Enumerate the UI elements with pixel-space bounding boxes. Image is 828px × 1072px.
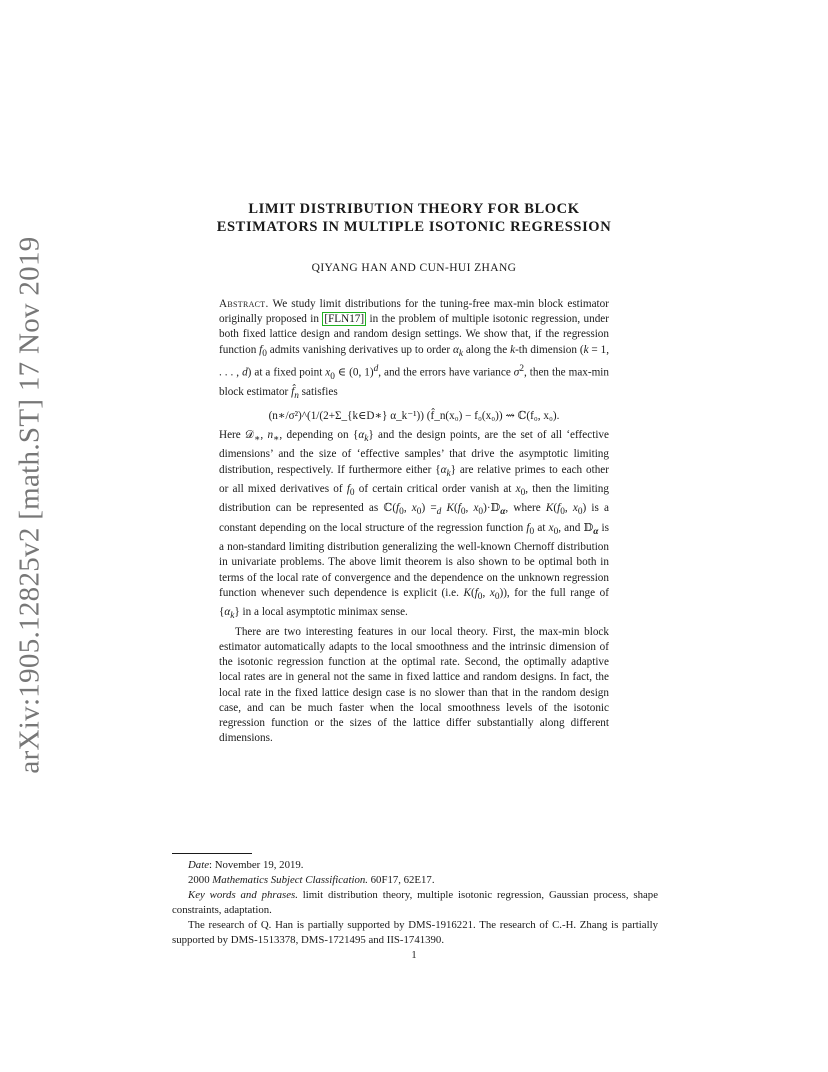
footnote-date: Date: November 19, 2019.	[188, 859, 304, 871]
page-number: 1	[411, 950, 417, 961]
abstract-heading: Abstract.	[219, 298, 269, 310]
footnotes	[172, 858, 658, 948]
abstract-paragraph-3: There are two interesting features in our local theory. First, the max-min block estimator automatically adapts to the local smoothness and the intrinsic dimension of the isotonic regression function at the optimal rate. Second, the optimally adaptive local rates are in general not the same in fixed lattice and random designs. In fact, the local rate in the fixed lattice design case is no slower than that in the random design case, and can be much faster when the local smoothness levels of the isotonic regression function or the sizes of the lattice differ substantially along different dimensions.	[219, 625, 609, 745]
arxiv-stamp: arXiv:1905.12825v2 [math.ST] 17 Nov 2019	[13, 236, 46, 774]
abstract-paragraph-2: Here 𝒟$_∗$, $n_∗$, depending on $\{\alpha_k\}$ and the design points, are the set of all ‘effective dimensions’ and the size of ‘effective samples’ that drive the asymptotic limiting distribution, respectively. If furthermore either $\{\alpha_k\}$ are relative primes to each other or all mixed derivatives of $f_0$ of certain critical order vanish at $x_0$, then the limiting distribution can be represented as $ℂ(f_0$, $x_0) =_d$ $K(f_0$, $x_0)\cdot 𝔻_\alpha$, where $K(f_0$, $x_0$) is a constant depending on the local structure of the regression function $f_0$ at $x_0$, and 𝔻$_\alpha$ is a non-standard limiting distribution generalizing the well-known Chernoff distribution in univariate problems. The above limit theorem is also shown to be optimal both in terms of the local rate of convergence and the dependence on the unknown regression function whenever such dependence is explicit (i.e. $K(f_0$, $x_0$)), for the full range of $\{\alpha_k\}$ in a local asymptotic minimax sense.	[219, 428, 609, 622]
abstract-paragraph-1: Abstract. We study limit distributions for the tuning-free max-min block estimator originally proposed in [FLN17] in the problem of multiple isotonic regression, under both fixed lattice design and random design settings. We show that, if the regression function $f_0$ admits vanishing derivatives up to order $\alpha_k$ along the k-th dimension (k = 1, . . . , d) at a fixed point $x_0$ ∈ (0, 1)$^d$, and the errors have variance $\sigma^2$, then the max-min block estimator $f̂_n$ satisfies	[219, 298, 610, 402]
paper-title	[140, 200, 688, 236]
title-line-1: LIMIT DISTRIBUTION THEORY FOR BLOCK	[248, 201, 580, 217]
footnote-funding: The research of Q. Han is partially supported by DMS-1916221. The research of C.-H. Zhang is partially supported by DMS-1513378, DMS-1721495 and IIS-1741390.	[172, 919, 658, 946]
footnote-msc: 2000 Mathematics Subject Classification. 60F17, 62E17.	[188, 874, 435, 886]
footnote-rule	[172, 853, 252, 854]
authors: QIYANG HAN AND CUN-HUI ZHANG	[311, 262, 517, 274]
display-formula: (n∗/σ²)^(1/(2+Σ_{k∈D∗} α_k⁻¹)) (f̂_n(x₀) − f₀(x₀)) ⇝ ℂ(f₀, x₀).	[268, 409, 560, 422]
footnote-keywords: Key words and phrases. limit distribution theory, multiple isotonic regression, Gaussian process, shape constraints, adaptation.	[172, 889, 658, 916]
citation-link[interactable]: [FLN17]	[324, 313, 365, 326]
abstract	[219, 297, 609, 746]
title-line-2: ESTIMATORS IN MULTIPLE ISOTONIC REGRESSION	[216, 219, 612, 235]
